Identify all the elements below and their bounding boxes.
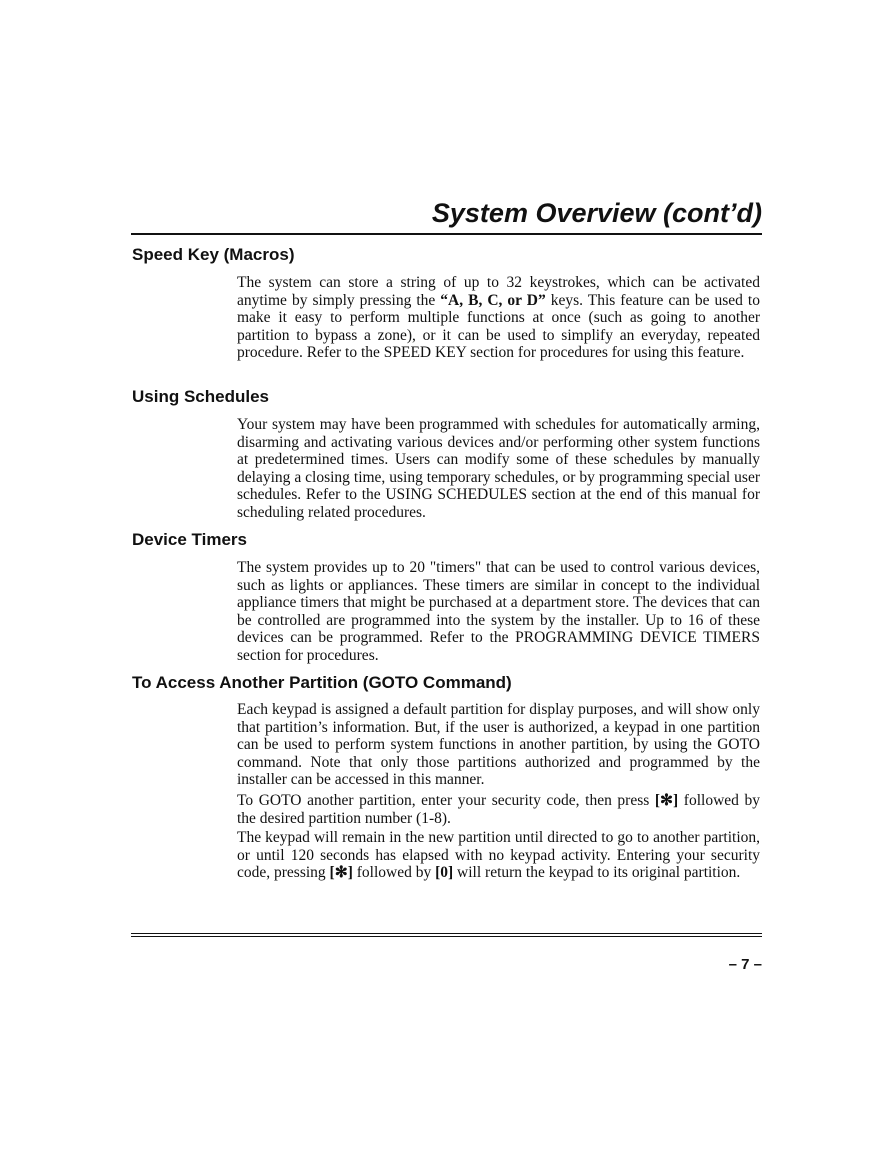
section-heading-device-timers: Device Timers	[132, 530, 247, 549]
section-heading-goto-command: To Access Another Partition (GOTO Command)	[132, 673, 512, 692]
section-heading-using-schedules: Using Schedules	[132, 387, 269, 406]
text-run: keys. This feature can be used to make it easy to perform multiple functions at once (such as going to another partition to bypass a zone), or it can be used to simplify an everyday, repeated procedure. Refer to the SPEED KEY section for procedures for using this feature.	[237, 291, 760, 362]
section-heading-speed-key: Speed Key (Macros)	[132, 245, 295, 264]
text-run: To GOTO another partition, enter your security code, then press	[237, 792, 655, 809]
page-number: – 7 –	[728, 956, 762, 973]
text-run: followed by	[352, 864, 436, 882]
title-rule	[131, 233, 762, 235]
paragraph-goto-timeout	[237, 829, 760, 882]
star-key-text: [✻]	[329, 864, 353, 882]
text-run: followed by the desired partition number (1-8).	[237, 792, 760, 827]
bold-keys-text: “A, B, C, or D”	[440, 291, 546, 309]
text-run: The keypad will remain in the new partition until directed to go to another partition, or until 120 seconds has elapsed with no keypad activity. Entering your security code, pressing	[237, 829, 760, 882]
footer-rule-bottom	[131, 936, 762, 937]
text-run: will return the keypad to its original partition.	[453, 864, 741, 882]
paragraph-speed-key	[237, 274, 760, 362]
paragraph-using-schedules: Your system may have been programmed with schedules for automatically arming, disarming and activating various devices and/or performing other system functions at predetermined times. Users can modify some of these schedules by manually delaying a closing time, using temporary schedules, or by programming special user schedules. Refer to the USING SCHEDULES section at the end of this manual for scheduling related procedures.	[237, 416, 760, 521]
paragraph-goto-instructions	[237, 792, 760, 827]
page-title: System Overview (cont’d)	[431, 198, 762, 228]
text-run: The system can store a string of up to 32 keystrokes, which can be activated anytime by simply pressing the	[237, 274, 760, 309]
paragraph-device-timers: The system provides up to 20 "timers" that can be used to control various devices, such as lights or appliances. These timers are similar in concept to the individual appliance timers that might be purchased at a department store. The devices that can be controlled are programmed into the system by the installer. Up to 16 of these devices can be programmed. Refer to the PROGRAMMING DEVICE TIMERS section for procedures.	[237, 559, 760, 664]
zero-key-text: [0]	[435, 864, 454, 882]
paragraph-goto-intro: Each keypad is assigned a default partition for display purposes, and will show only that partition’s information. But, if the user is authorized, a keypad in one partition can be used to perform system functions in another partition, by using the GOTO command. Note that only those partitions authorized and programmed by the installer can be accessed in this manner.	[237, 701, 760, 789]
footer-rule-top	[131, 933, 762, 934]
star-key-text: [✻]	[654, 792, 679, 809]
